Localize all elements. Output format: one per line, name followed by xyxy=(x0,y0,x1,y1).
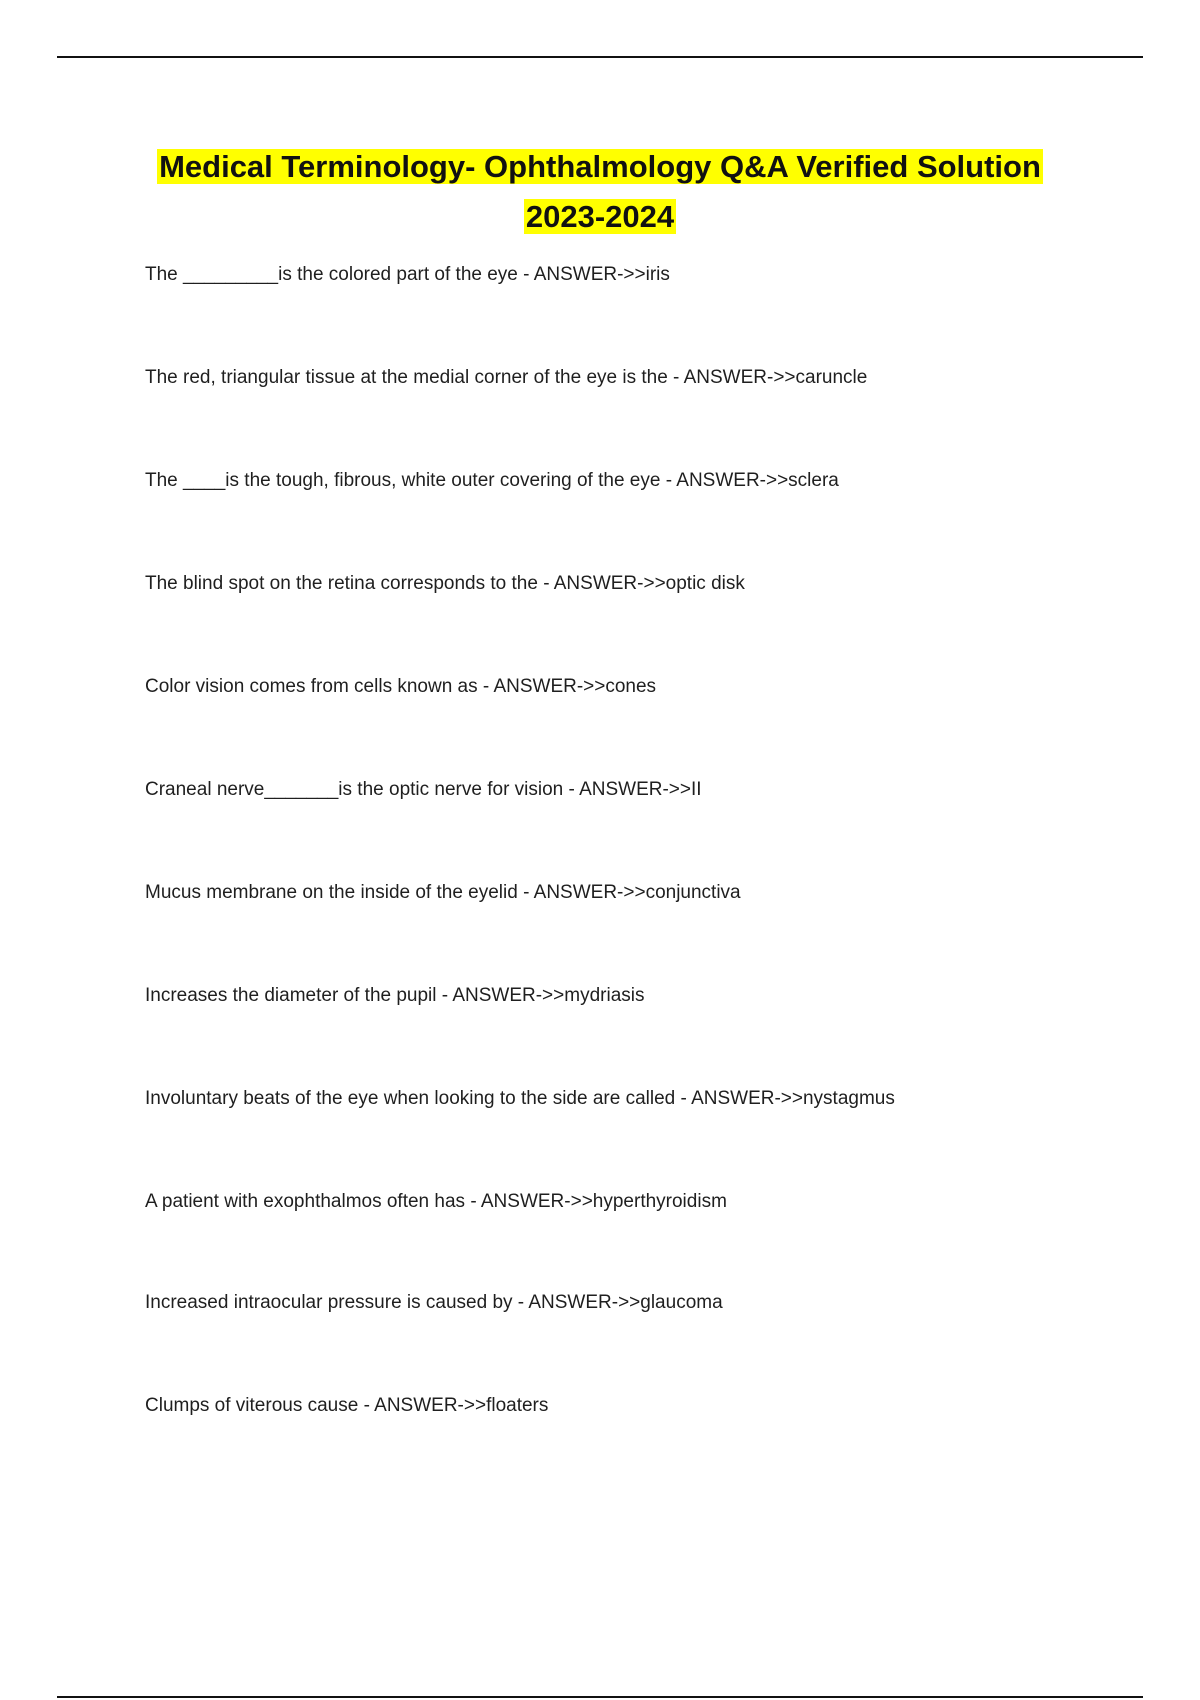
qa-item: The red, triangular tissue at the medial corner of the eye is the - ANSWER->>caruncle xyxy=(145,367,868,388)
qa-item: Color vision comes from cells known as - ANSWER->>cones xyxy=(145,676,657,697)
qa-item: Craneal nerve_______is the optic nerve for vision - ANSWER->>II xyxy=(145,779,702,800)
title-line-2: 2023-2024 xyxy=(525,199,675,234)
qa-item: Clumps of viterous cause - ANSWER->>floaters xyxy=(145,1395,549,1416)
qa-item: Increased intraocular pressure is caused by - ANSWER->>glaucoma xyxy=(145,1292,723,1313)
footer-divider xyxy=(57,1696,1143,1698)
qa-item: The _________is the colored part of the eye - ANSWER->>iris xyxy=(145,264,670,285)
qa-item: Mucus membrane on the inside of the eyelid - ANSWER->>conjunctiva xyxy=(145,882,741,903)
qa-item: Involuntary beats of the eye when looking to the side are called - ANSWER->>nystagmus xyxy=(145,1088,895,1109)
title-line-1: Medical Terminology- Ophthalmology Q&A Verified Solution xyxy=(159,149,1041,184)
qa-list xyxy=(145,263,1145,1497)
qa-item: The ____is the tough, fibrous, white outer covering of the eye - ANSWER->>sclera xyxy=(145,470,839,491)
qa-item: The blind spot on the retina corresponds to the - ANSWER->>optic disk xyxy=(145,573,745,594)
qa-item: A patient with exophthalmos often has - ANSWER->>hyperthyroidism xyxy=(145,1191,727,1212)
header-divider xyxy=(57,56,1143,58)
qa-item: Increases the diameter of the pupil - ANSWER->>mydriasis xyxy=(145,985,645,1006)
document-title xyxy=(0,142,1200,242)
